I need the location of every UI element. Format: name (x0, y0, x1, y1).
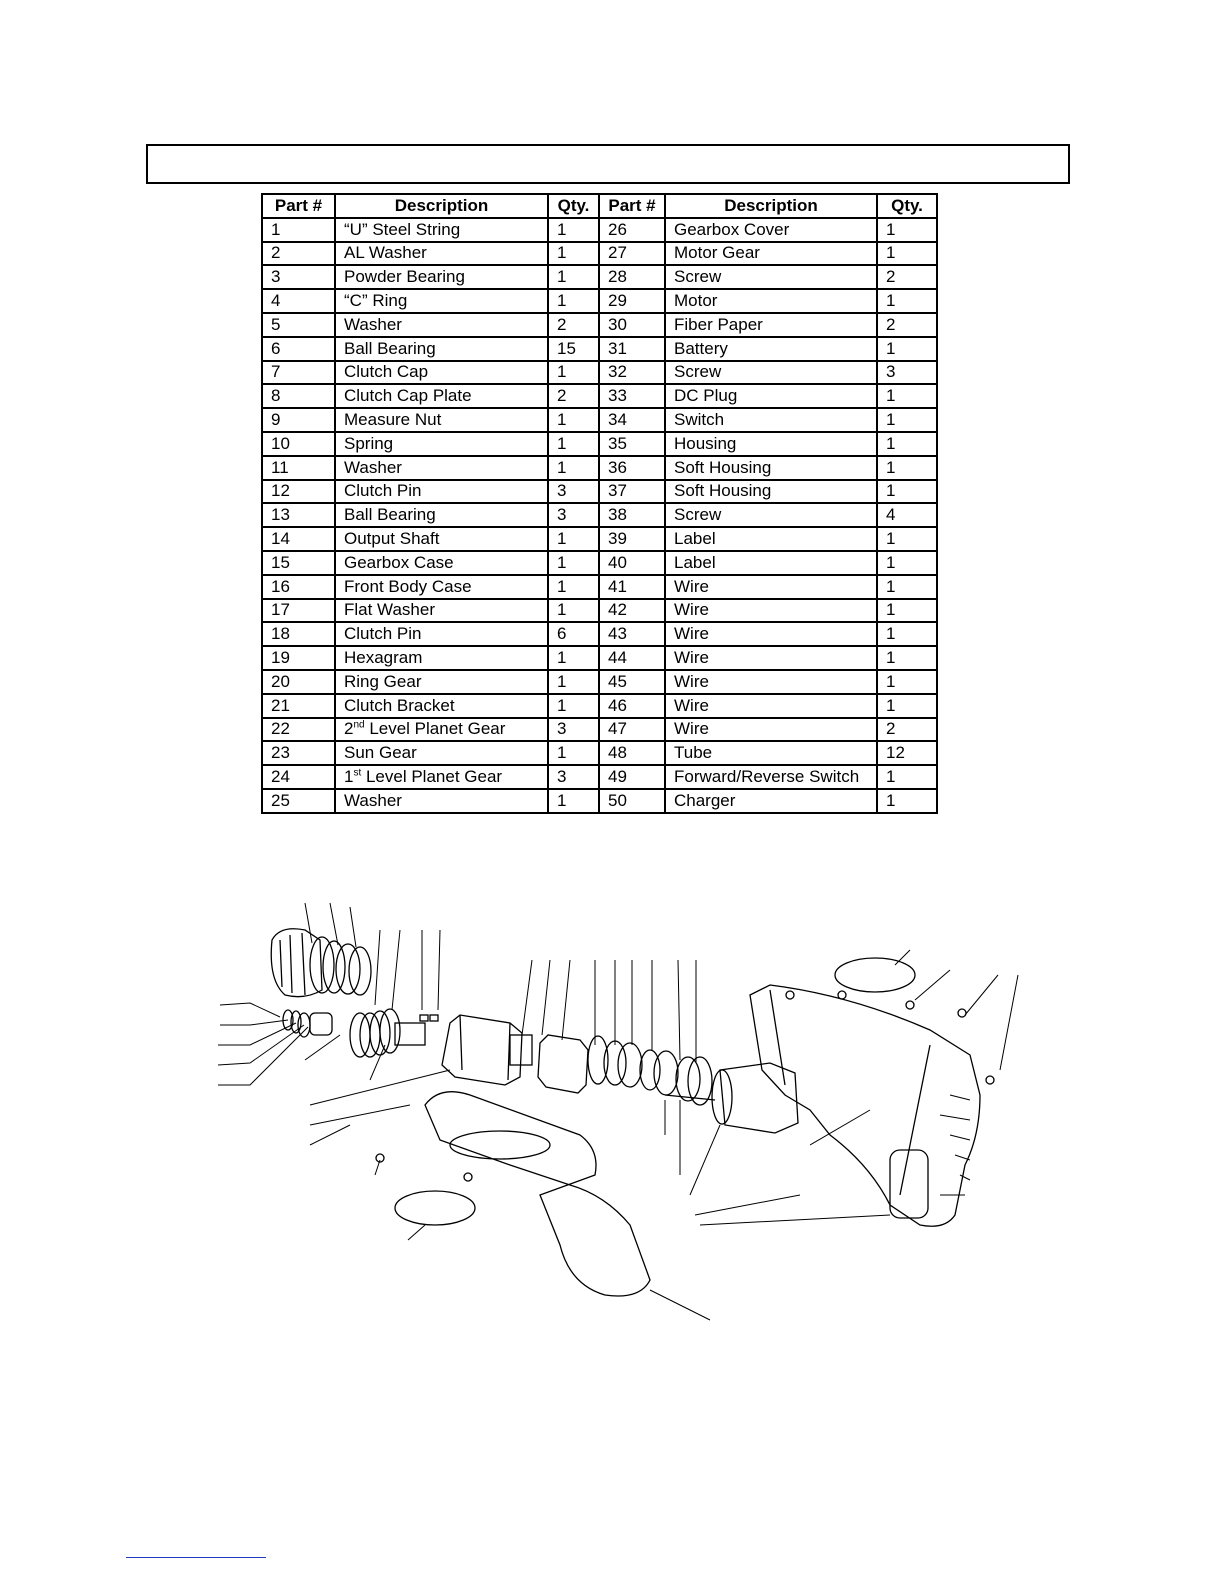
table-cell-q2: 1 (877, 622, 937, 646)
table-cell-p1: 15 (262, 551, 335, 575)
table-cell-q2: 1 (877, 408, 937, 432)
table-cell-p2: 50 (599, 789, 665, 813)
table-cell-q2: 1 (877, 337, 937, 361)
table-cell-q2: 4 (877, 503, 937, 527)
table-cell-q1: 1 (548, 551, 599, 575)
table-row (262, 765, 937, 789)
table-cell-p2: 44 (599, 646, 665, 670)
table-cell-d2: Wire (665, 646, 877, 670)
gears-drawing (538, 1035, 712, 1105)
table-cell-d2: Wire (665, 622, 877, 646)
table-cell-p1: 17 (262, 599, 335, 623)
table-cell-d2: Screw (665, 361, 877, 385)
table-cell-q2: 2 (877, 265, 937, 289)
small-parts-drawing (283, 1009, 438, 1057)
parts-list-table (261, 193, 938, 814)
table-cell-d1: AL Washer (335, 242, 548, 266)
table-cell-q1: 2 (548, 313, 599, 337)
table-row (262, 384, 937, 408)
table-cell-p1: 6 (262, 337, 335, 361)
table-cell-q2: 1 (877, 432, 937, 456)
table-cell-p2: 31 (599, 337, 665, 361)
table-cell-d1: Washer (335, 789, 548, 813)
table-row (262, 337, 937, 361)
table-cell-d2: Charger (665, 789, 877, 813)
footer-link-rule (126, 1557, 266, 1558)
table-cell-d2: Fiber Paper (665, 313, 877, 337)
table-row (262, 289, 937, 313)
table-cell-q2: 2 (877, 718, 937, 742)
table-cell-q1: 1 (548, 789, 599, 813)
table-cell-p1: 25 (262, 789, 335, 813)
table-row (262, 551, 937, 575)
table-cell-q2: 2 (877, 313, 937, 337)
table-cell-q1: 3 (548, 765, 599, 789)
table-cell-q2: 1 (877, 384, 937, 408)
table-cell-p1: 8 (262, 384, 335, 408)
table-row (262, 599, 937, 623)
table-cell-q2: 1 (877, 789, 937, 813)
column-header-description: Description (335, 194, 548, 218)
table-cell-p1: 12 (262, 480, 335, 504)
table-cell-d2: Soft Housing (665, 480, 877, 504)
table-cell-q2: 12 (877, 741, 937, 765)
table-row (262, 622, 937, 646)
table-cell-p1: 22 (262, 718, 335, 742)
gearbox-case-drawing (442, 1015, 532, 1085)
table-cell-d1: 1st Level Planet Gear (335, 765, 548, 789)
table-cell-p1: 14 (262, 527, 335, 551)
table-cell-q2: 1 (877, 527, 937, 551)
column-header-part: Part # (262, 194, 335, 218)
table-row (262, 694, 937, 718)
table-row (262, 480, 937, 504)
table-row (262, 670, 937, 694)
table-cell-q2: 1 (877, 694, 937, 718)
table-cell-d1: Ball Bearing (335, 503, 548, 527)
section-title-box (146, 144, 1070, 184)
table-cell-p2: 28 (599, 265, 665, 289)
table-cell-p1: 19 (262, 646, 335, 670)
table-cell-d1: Clutch Cap Plate (335, 384, 548, 408)
table-cell-d1: Gearbox Case (335, 551, 548, 575)
table-cell-d2: Motor (665, 289, 877, 313)
table-cell-d2: Tube (665, 741, 877, 765)
table-cell-d2: Wire (665, 694, 877, 718)
table-cell-q2: 1 (877, 646, 937, 670)
table-cell-d2: DC Plug (665, 384, 877, 408)
table-cell-p1: 5 (262, 313, 335, 337)
table-cell-p1: 9 (262, 408, 335, 432)
table-cell-p1: 2 (262, 242, 335, 266)
table-row (262, 242, 937, 266)
table-cell-q1: 1 (548, 218, 599, 242)
table-cell-p1: 10 (262, 432, 335, 456)
table-cell-d2: Battery (665, 337, 877, 361)
table-cell-d1: Clutch Pin (335, 480, 548, 504)
table-cell-p2: 33 (599, 384, 665, 408)
table-cell-p2: 46 (599, 694, 665, 718)
table-cell-d1: 2nd Level Planet Gear (335, 718, 548, 742)
table-cell-p2: 29 (599, 289, 665, 313)
table-cell-p2: 26 (599, 218, 665, 242)
table-cell-p1: 13 (262, 503, 335, 527)
table-cell-q2: 1 (877, 480, 937, 504)
table-cell-p2: 47 (599, 718, 665, 742)
table-cell-q1: 2 (548, 384, 599, 408)
table-cell-q2: 1 (877, 551, 937, 575)
table-row (262, 741, 937, 765)
table-cell-d1: Ring Gear (335, 670, 548, 694)
table-cell-d1: Ball Bearing (335, 337, 548, 361)
table-cell-p2: 40 (599, 551, 665, 575)
table-row (262, 432, 937, 456)
table-cell-d1: Clutch Cap (335, 361, 548, 385)
clutch-cap-drawing (271, 929, 371, 997)
table-cell-d2: Wire (665, 575, 877, 599)
table-cell-p2: 41 (599, 575, 665, 599)
table-cell-d1: Flat Washer (335, 599, 548, 623)
table-cell-d2: Forward/Reverse Switch (665, 765, 877, 789)
column-header-description-2: Description (665, 194, 877, 218)
table-cell-d1: “C” Ring (335, 289, 548, 313)
table-cell-q2: 1 (877, 765, 937, 789)
table-cell-d2: Screw (665, 265, 877, 289)
table-cell-q1: 1 (548, 265, 599, 289)
table-cell-p2: 49 (599, 765, 665, 789)
table-cell-q1: 1 (548, 432, 599, 456)
column-header-part-2: Part # (599, 194, 665, 218)
table-cell-q1: 1 (548, 408, 599, 432)
exploded-screwdriver-diagram-icon (210, 895, 1030, 1325)
table-cell-q2: 1 (877, 218, 937, 242)
table-cell-p1: 3 (262, 265, 335, 289)
table-cell-d2: Label (665, 527, 877, 551)
callout-lines (218, 903, 1018, 1320)
table-cell-p2: 27 (599, 242, 665, 266)
housing-drawing (750, 958, 994, 1226)
table-cell-d2: Gearbox Cover (665, 218, 877, 242)
table-cell-p1: 23 (262, 741, 335, 765)
table-cell-d1: Hexagram (335, 646, 548, 670)
table-cell-p1: 4 (262, 289, 335, 313)
table-cell-p2: 42 (599, 599, 665, 623)
table-row (262, 575, 937, 599)
table-cell-d2: Wire (665, 599, 877, 623)
table-cell-q1: 1 (548, 361, 599, 385)
table-cell-p2: 34 (599, 408, 665, 432)
table-cell-q2: 3 (877, 361, 937, 385)
table-row (262, 218, 937, 242)
table-row (262, 718, 937, 742)
table-cell-q2: 1 (877, 599, 937, 623)
column-header-qty-2: Qty. (877, 194, 937, 218)
table-row (262, 456, 937, 480)
table-cell-d2: Housing (665, 432, 877, 456)
table-row (262, 646, 937, 670)
table-cell-q1: 1 (548, 289, 599, 313)
table-cell-p2: 32 (599, 361, 665, 385)
column-header-qty: Qty. (548, 194, 599, 218)
table-cell-q1: 1 (548, 242, 599, 266)
table-cell-p2: 38 (599, 503, 665, 527)
table-cell-d1: Output Shaft (335, 527, 548, 551)
table-cell-p2: 36 (599, 456, 665, 480)
table-cell-d1: Spring (335, 432, 548, 456)
table-cell-p2: 45 (599, 670, 665, 694)
table-cell-d2: Wire (665, 718, 877, 742)
table-cell-q1: 6 (548, 622, 599, 646)
table-cell-d1: Washer (335, 456, 548, 480)
table-cell-p1: 18 (262, 622, 335, 646)
table-row (262, 408, 937, 432)
table-cell-q1: 1 (548, 694, 599, 718)
table-row (262, 503, 937, 527)
table-cell-d1: Powder Bearing (335, 265, 548, 289)
table-cell-d2: Screw (665, 503, 877, 527)
table-cell-q1: 3 (548, 480, 599, 504)
table-cell-p1: 1 (262, 218, 335, 242)
table-cell-q1: 1 (548, 599, 599, 623)
table-cell-d2: Switch (665, 408, 877, 432)
table-cell-p1: 20 (262, 670, 335, 694)
table-cell-d1: Clutch Bracket (335, 694, 548, 718)
table-cell-d1: “U” Steel String (335, 218, 548, 242)
table-cell-d2: Wire (665, 670, 877, 694)
table-row (262, 789, 937, 813)
table-row (262, 361, 937, 385)
table-cell-d1: Measure Nut (335, 408, 548, 432)
table-cell-p1: 11 (262, 456, 335, 480)
lower-housing-drawing (376, 1092, 650, 1296)
table-cell-q2: 1 (877, 670, 937, 694)
table-cell-p2: 48 (599, 741, 665, 765)
table-cell-d1: Sun Gear (335, 741, 548, 765)
table-cell-q1: 1 (548, 670, 599, 694)
table-row (262, 265, 937, 289)
table-cell-p1: 24 (262, 765, 335, 789)
table-cell-d1: Front Body Case (335, 575, 548, 599)
table-cell-d1: Washer (335, 313, 548, 337)
table-cell-p1: 7 (262, 361, 335, 385)
table-cell-q1: 1 (548, 646, 599, 670)
table-cell-q1: 3 (548, 718, 599, 742)
table-cell-q2: 1 (877, 575, 937, 599)
table-cell-q1: 1 (548, 575, 599, 599)
table-cell-q1: 15 (548, 337, 599, 361)
table-cell-q2: 1 (877, 456, 937, 480)
table-cell-d1: Clutch Pin (335, 622, 548, 646)
table-cell-d2: Label (665, 551, 877, 575)
table-cell-p2: 35 (599, 432, 665, 456)
motor-drawing (665, 1063, 798, 1133)
table-cell-q1: 1 (548, 527, 599, 551)
table-row (262, 313, 937, 337)
table-cell-p2: 39 (599, 527, 665, 551)
table-row (262, 527, 937, 551)
table-cell-q2: 1 (877, 242, 937, 266)
table-header-row (262, 194, 937, 218)
table-cell-q1: 1 (548, 741, 599, 765)
table-cell-p2: 37 (599, 480, 665, 504)
table-cell-p2: 43 (599, 622, 665, 646)
table-cell-p1: 16 (262, 575, 335, 599)
table-cell-q1: 3 (548, 503, 599, 527)
table-cell-d2: Soft Housing (665, 456, 877, 480)
table-cell-p1: 21 (262, 694, 335, 718)
table-cell-q2: 1 (877, 289, 937, 313)
table-cell-d2: Motor Gear (665, 242, 877, 266)
table-cell-q1: 1 (548, 456, 599, 480)
table-cell-p2: 30 (599, 313, 665, 337)
